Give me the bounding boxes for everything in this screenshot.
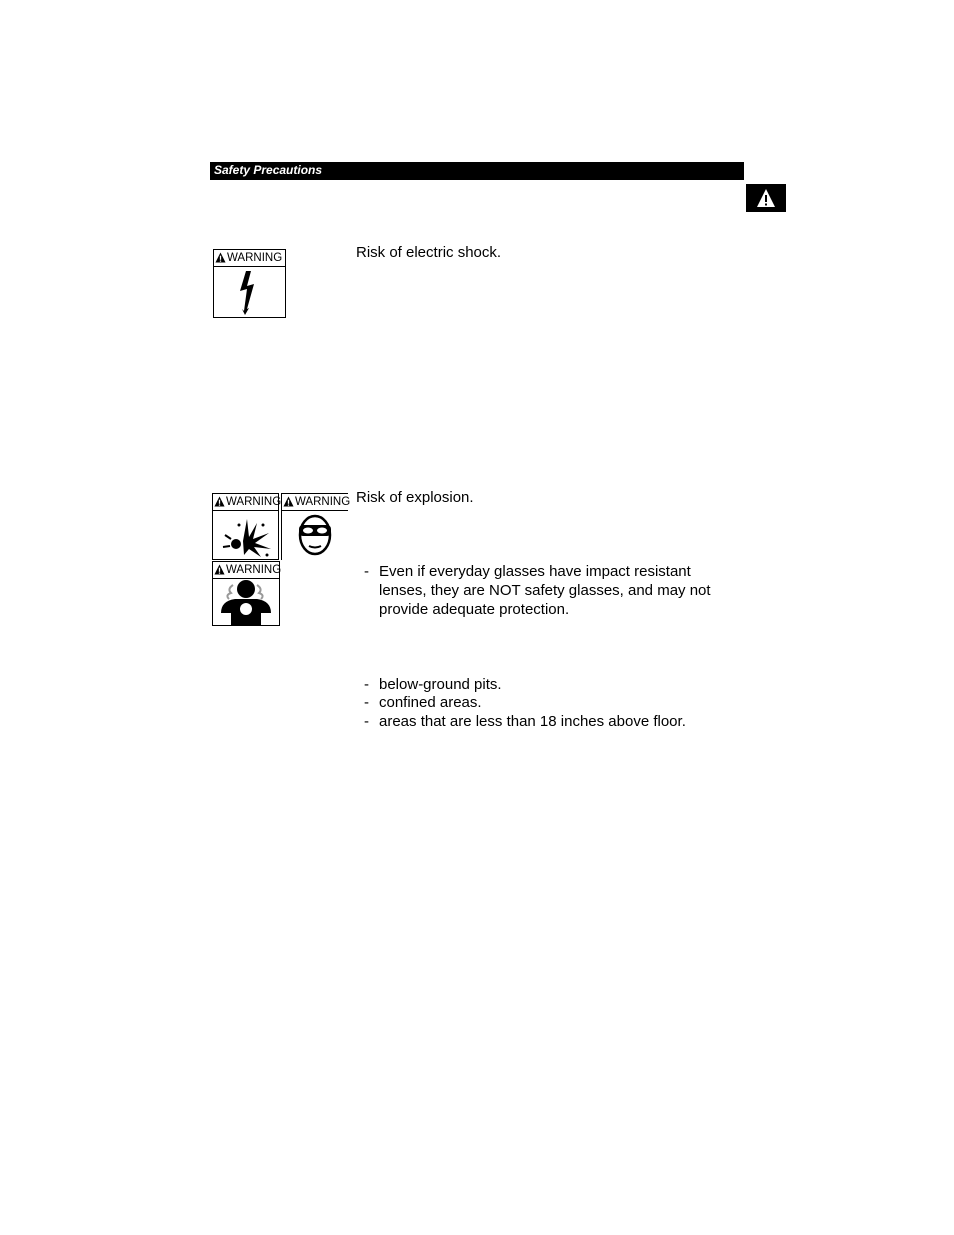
list-item: - areas that are less than 18 inches above floor.	[364, 713, 686, 730]
safety-goggles-icon	[282, 511, 348, 560]
list-item-text: areas that are less than 18 inches above floor.	[379, 713, 686, 730]
toxic-fumes-icon	[213, 579, 279, 626]
explosion-warning-text: Risk of explosion.	[356, 489, 474, 506]
warning-label: WARNING	[213, 494, 278, 511]
electric-shock-warning-sign	[213, 249, 286, 318]
warning-label: WARNING	[214, 250, 285, 267]
glasses-bullet-line-1: Even if everyday glasses have impact resistant	[379, 563, 691, 580]
glasses-bullet	[364, 562, 744, 619]
list-item: - below-ground pits.	[364, 676, 502, 693]
warning-triangle-icon	[215, 252, 226, 263]
list-item-text: below-ground pits.	[379, 676, 502, 693]
glasses-bullet-line-2: lenses, they are NOT safety glasses, and may not	[379, 582, 711, 599]
warning-label: WARNING	[213, 562, 279, 579]
warning-triangle-icon	[214, 496, 225, 507]
explosion-icon	[213, 511, 278, 560]
warning-triangle-icon	[756, 188, 776, 208]
explosion-warning-sign	[212, 493, 282, 560]
warning-label: WARNING	[282, 494, 348, 511]
eye-protection-warning-sign	[281, 493, 351, 560]
warning-triangle-icon	[283, 496, 294, 507]
section-title: Safety Precautions	[214, 163, 323, 177]
list-item-text: confined areas.	[379, 694, 482, 711]
warning-triangle-icon	[214, 564, 225, 575]
toxic-fumes-warning-sign	[212, 561, 280, 626]
glasses-bullet-line-3: provide adequate protection.	[379, 601, 570, 618]
electric-shock-icon	[214, 267, 285, 318]
list-item: - confined areas.	[364, 694, 482, 711]
side-tab	[746, 184, 786, 212]
shock-warning-text: Risk of electric shock.	[356, 244, 502, 261]
bullet-dash: -	[364, 563, 369, 580]
section-header-bar	[210, 162, 744, 180]
